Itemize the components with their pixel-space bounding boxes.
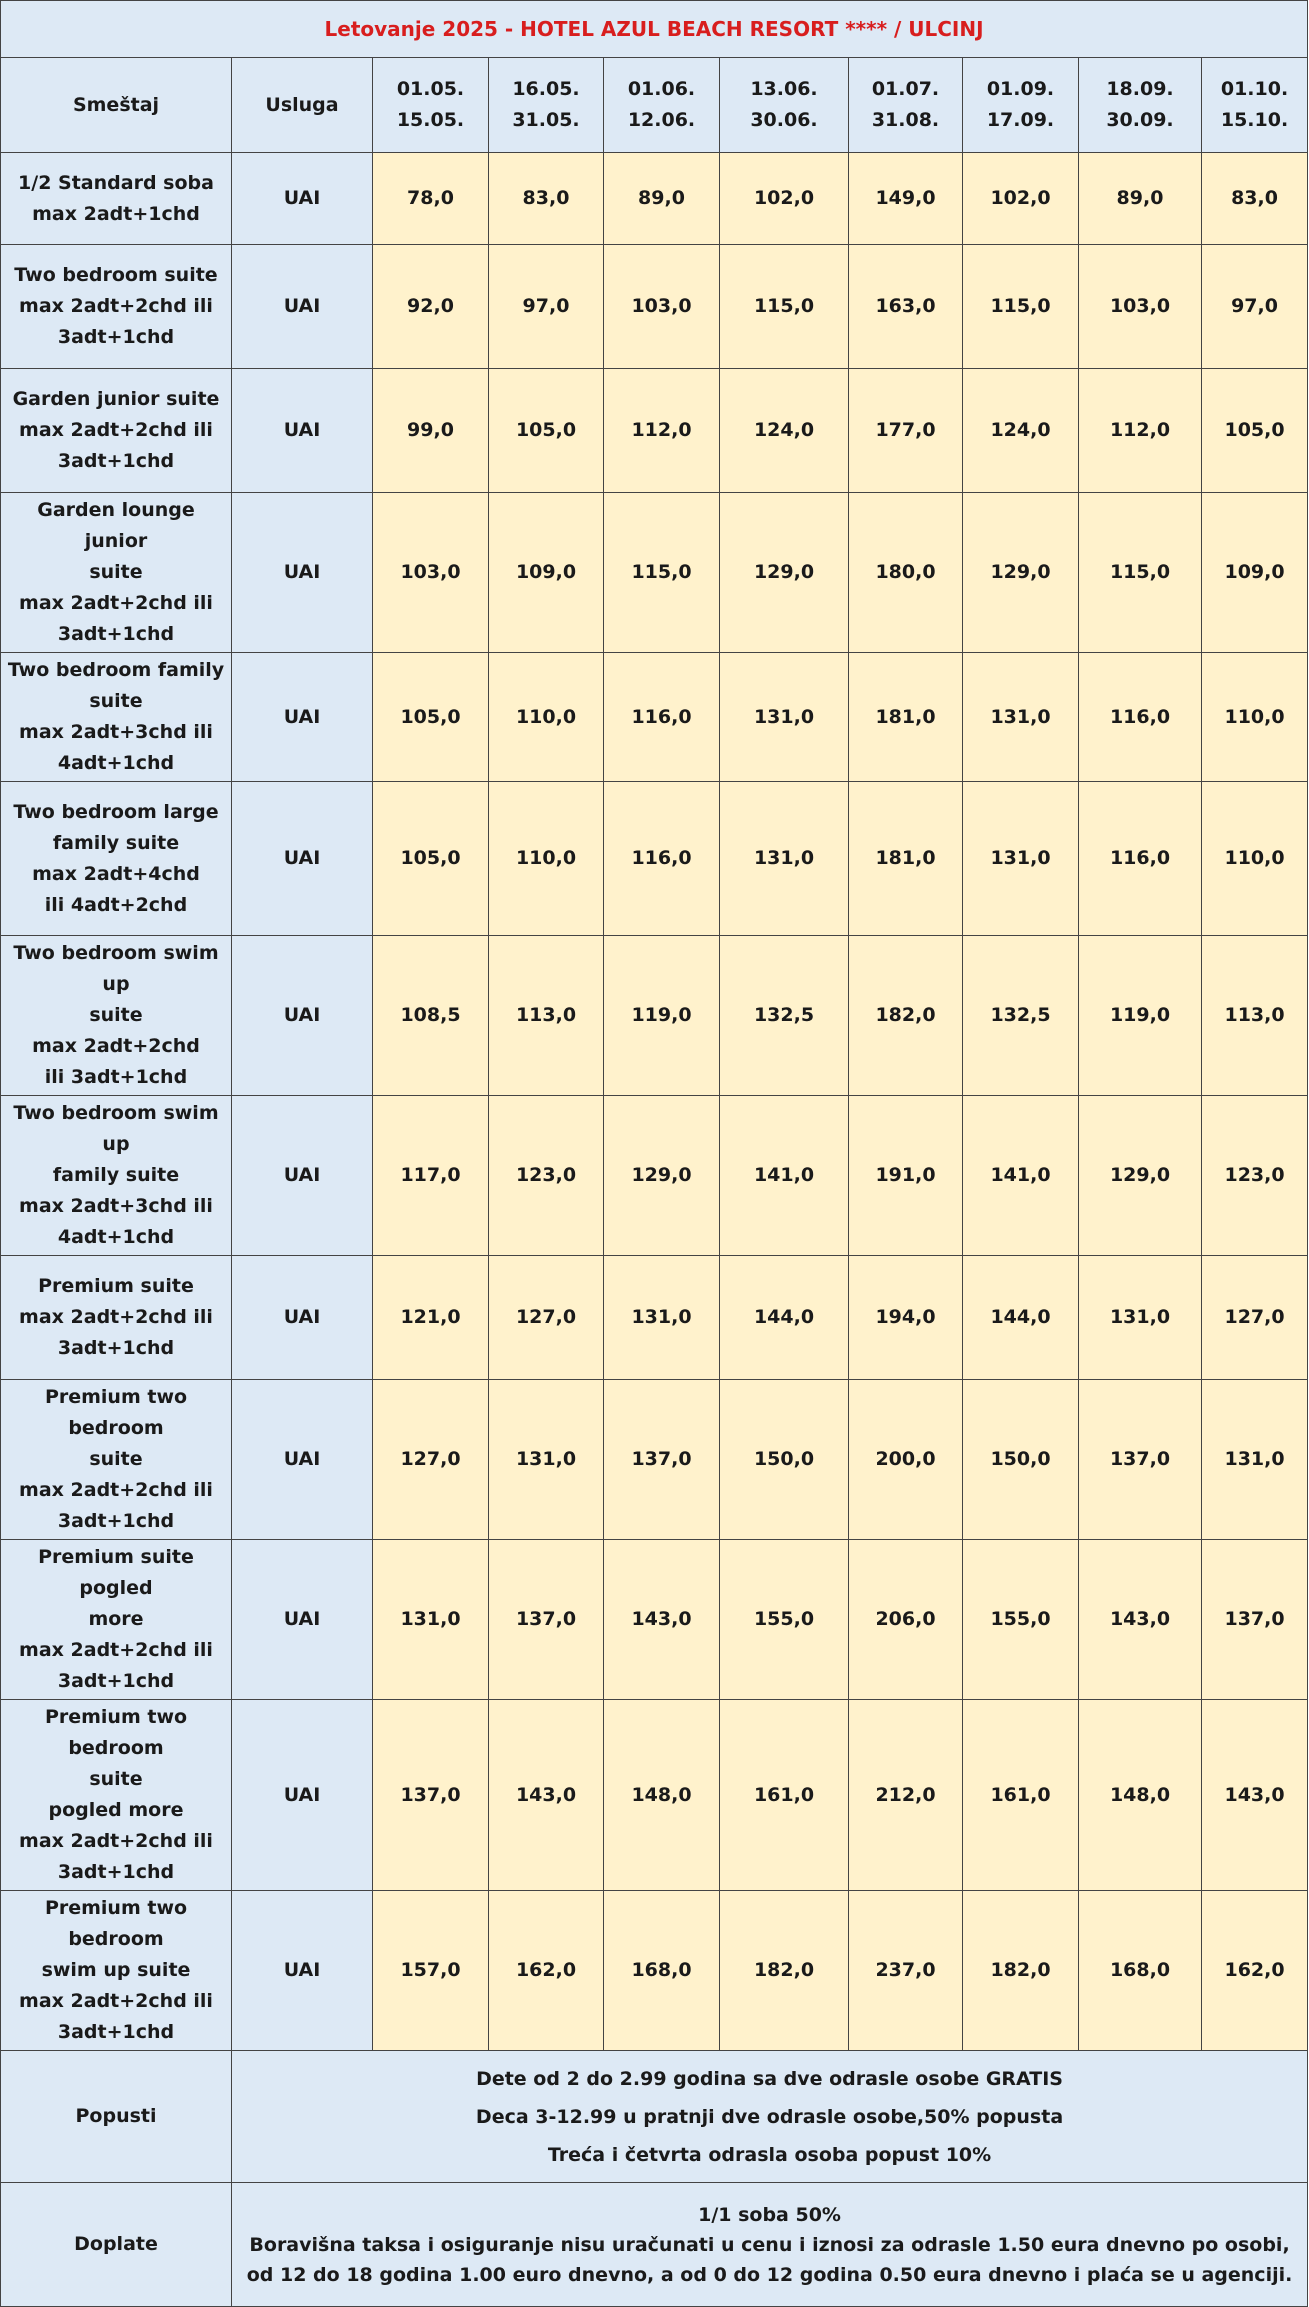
room-type-line: more <box>88 1608 144 1630</box>
surcharges-text <box>232 2183 1308 2307</box>
price-cell: 212,0 <box>849 1700 963 1891</box>
room-type-cell <box>1 493 232 653</box>
room-type-line: family suite <box>52 831 180 854</box>
price-cell: 105,0 <box>1202 369 1308 493</box>
price-cell: 168,0 <box>1079 1891 1202 2051</box>
price-cell: 110,0 <box>1202 653 1308 782</box>
period-from: 16.05. <box>512 78 580 100</box>
price-cell: 127,0 <box>1202 1256 1308 1380</box>
price-cell: 132,5 <box>720 936 849 1096</box>
price-cell: 155,0 <box>963 1540 1079 1700</box>
table-row <box>1 936 1308 1096</box>
price-cell: 157,0 <box>373 1891 489 2051</box>
price-cell: 131,0 <box>963 653 1079 782</box>
price-cell: 105,0 <box>373 653 489 782</box>
discounts-row <box>1 2051 1308 2183</box>
table-row <box>1 1256 1308 1380</box>
price-cell: 119,0 <box>1079 936 1202 1096</box>
period-from: 18.09. <box>1106 78 1174 100</box>
price-cell: 115,0 <box>963 245 1079 369</box>
price-cell: 103,0 <box>373 493 489 653</box>
price-cell: 115,0 <box>1079 493 1202 653</box>
room-type-line: 3adt+1chd <box>57 1337 175 1359</box>
header-usluga: Usluga <box>232 58 373 153</box>
room-type-line: ili 3adt+1chd <box>44 1066 188 1088</box>
page-title: Letovanje 2025 - HOTEL AZUL BEACH RESORT **** / ULCINJ <box>1 1 1308 58</box>
room-type-cell <box>1 369 232 493</box>
price-cell: 137,0 <box>1202 1540 1308 1700</box>
room-type-cell <box>1 245 232 369</box>
surcharge-line: 1/1 soba 50% <box>698 2203 841 2226</box>
room-type-cell <box>1 936 232 1096</box>
period-to: 17.09. <box>986 109 1055 131</box>
header-period <box>1079 58 1202 153</box>
price-cell: 89,0 <box>604 153 720 245</box>
price-cell: 110,0 <box>1202 782 1308 936</box>
room-type-line: max 2adt+1chd <box>32 202 200 225</box>
price-cell: 113,0 <box>489 936 604 1096</box>
room-type-cell <box>1 1700 232 1891</box>
service-cell: UAI <box>232 936 373 1096</box>
price-cell: 102,0 <box>720 153 849 245</box>
room-type-line: Premium two bedroom <box>44 1706 188 1759</box>
header-period <box>849 58 963 153</box>
discounts-text <box>232 2051 1308 2183</box>
price-cell: 182,0 <box>720 1891 849 2051</box>
table-row <box>1 1096 1308 1256</box>
price-cell: 181,0 <box>849 653 963 782</box>
room-type-line: Two bedroom large <box>13 800 219 823</box>
room-type-line: pogled more <box>48 1799 184 1821</box>
room-type-line: ili 4adt+2chd <box>44 893 188 916</box>
room-type-line: Premium two bedroom <box>44 1386 188 1439</box>
price-cell: 92,0 <box>373 245 489 369</box>
service-cell: UAI <box>232 1540 373 1700</box>
price-cell: 182,0 <box>963 1891 1079 2051</box>
price-cell: 137,0 <box>489 1540 604 1700</box>
price-cell: 131,0 <box>720 653 849 782</box>
price-cell: 121,0 <box>373 1256 489 1380</box>
service-cell: UAI <box>232 1891 373 2051</box>
header-period <box>604 58 720 153</box>
period-to: 31.08. <box>871 109 940 131</box>
price-cell: 103,0 <box>1079 245 1202 369</box>
price-cell: 119,0 <box>604 936 720 1096</box>
price-cell: 116,0 <box>604 653 720 782</box>
price-cell: 149,0 <box>849 153 963 245</box>
price-cell: 116,0 <box>1079 653 1202 782</box>
header-smestaj: Smeštaj <box>1 58 232 153</box>
header-period <box>489 58 604 153</box>
room-type-line: suite <box>89 1768 143 1790</box>
service-cell: UAI <box>232 653 373 782</box>
price-cell: 78,0 <box>373 153 489 245</box>
price-cell: 116,0 <box>604 782 720 936</box>
room-type-cell <box>1 782 232 936</box>
price-cell: 143,0 <box>604 1540 720 1700</box>
price-cell: 150,0 <box>720 1380 849 1540</box>
price-cell: 129,0 <box>1079 1096 1202 1256</box>
period-from: 01.06. <box>627 78 696 100</box>
price-cell: 89,0 <box>1079 153 1202 245</box>
room-type-line: 3adt+1chd <box>57 450 175 472</box>
price-cell: 237,0 <box>849 1891 963 2051</box>
room-type-cell <box>1 1891 232 2051</box>
header-period <box>373 58 489 153</box>
price-cell: 113,0 <box>1202 936 1308 1096</box>
price-cell: 143,0 <box>489 1700 604 1891</box>
price-cell: 131,0 <box>604 1256 720 1380</box>
room-type-line: Premium two bedroom <box>44 1897 188 1950</box>
price-cell: 181,0 <box>849 782 963 936</box>
price-cell: 191,0 <box>849 1096 963 1256</box>
price-cell: 137,0 <box>604 1380 720 1540</box>
price-cell: 131,0 <box>1079 1256 1202 1380</box>
table-row <box>1 653 1308 782</box>
price-cell: 110,0 <box>489 653 604 782</box>
price-cell: 182,0 <box>849 936 963 1096</box>
room-type-line: max 2adt+2chd ili <box>19 295 213 317</box>
table-row <box>1 1891 1308 2051</box>
table-row <box>1 1700 1308 1891</box>
room-type-line: max 2adt+3chd ili <box>19 721 213 743</box>
price-cell: 83,0 <box>489 153 604 245</box>
period-from: 01.05. <box>396 78 465 100</box>
price-cell: 105,0 <box>373 782 489 936</box>
service-cell: UAI <box>232 1096 373 1256</box>
price-cell: 115,0 <box>720 245 849 369</box>
price-cell: 131,0 <box>963 782 1079 936</box>
table-row <box>1 1540 1308 1700</box>
price-cell: 112,0 <box>604 369 720 493</box>
service-cell: UAI <box>232 1380 373 1540</box>
price-cell: 148,0 <box>1079 1700 1202 1891</box>
room-type-line: 4adt+1chd <box>57 1226 175 1248</box>
price-cell: 123,0 <box>489 1096 604 1256</box>
price-cell: 109,0 <box>489 493 604 653</box>
price-cell: 108,5 <box>373 936 489 1096</box>
price-cell: 124,0 <box>963 369 1079 493</box>
room-type-cell <box>1 1256 232 1380</box>
table-row <box>1 1380 1308 1540</box>
room-type-line: Premium suite pogled <box>38 1546 194 1599</box>
price-cell: 143,0 <box>1202 1700 1308 1891</box>
price-cell: 162,0 <box>1202 1891 1308 2051</box>
price-cell: 127,0 <box>489 1256 604 1380</box>
room-type-line: 4adt+1chd <box>57 752 175 774</box>
room-type-line: Garden junior suite <box>12 388 220 410</box>
price-cell: 150,0 <box>963 1380 1079 1540</box>
period-to: 15.10. <box>1220 109 1289 131</box>
price-cell: 103,0 <box>604 245 720 369</box>
room-type-cell <box>1 1380 232 1540</box>
period-to: 30.09. <box>1106 109 1174 131</box>
period-from: 01.09. <box>986 78 1055 100</box>
room-type-line: max 2adt+2chd ili <box>19 419 213 441</box>
price-cell: 127,0 <box>373 1380 489 1540</box>
price-cell: 206,0 <box>849 1540 963 1700</box>
room-type-line: 3adt+1chd <box>57 1670 175 1692</box>
header-period <box>720 58 849 153</box>
room-type-line: 3adt+1chd <box>57 1510 175 1532</box>
price-cell: 180,0 <box>849 493 963 653</box>
room-type-line: max 2adt+2chd ili <box>19 592 213 614</box>
surcharges-row <box>1 2183 1308 2307</box>
price-cell: 137,0 <box>1079 1380 1202 1540</box>
price-cell: 132,5 <box>963 936 1079 1096</box>
header-row <box>1 58 1308 153</box>
room-type-line: max 2adt+2chd ili <box>19 1639 213 1661</box>
price-cell: 112,0 <box>1079 369 1202 493</box>
price-cell: 131,0 <box>489 1380 604 1540</box>
price-cell: 131,0 <box>1202 1380 1308 1540</box>
price-cell: 144,0 <box>963 1256 1079 1380</box>
price-cell: 97,0 <box>489 245 604 369</box>
price-cell: 131,0 <box>720 782 849 936</box>
service-cell: UAI <box>232 369 373 493</box>
price-cell: 110,0 <box>489 782 604 936</box>
period-from: 13.06. <box>750 78 818 100</box>
room-type-line: max 2adt+2chd ili <box>19 1479 213 1501</box>
price-cell: 102,0 <box>963 153 1079 245</box>
room-type-line: 3adt+1chd <box>57 623 175 645</box>
room-type-line: family suite <box>52 1164 180 1186</box>
period-from: 01.10. <box>1220 78 1289 100</box>
header-period <box>963 58 1079 153</box>
room-type-cell <box>1 1540 232 1700</box>
room-type-line: max 2adt+2chd ili <box>19 1830 213 1852</box>
period-to: 30.06. <box>750 109 818 131</box>
price-cell: 141,0 <box>963 1096 1079 1256</box>
room-type-line: swim up suite <box>41 1959 191 1981</box>
price-cell: 155,0 <box>720 1540 849 1700</box>
service-cell: UAI <box>232 782 373 936</box>
table-row <box>1 782 1308 936</box>
price-cell: 168,0 <box>604 1891 720 2051</box>
price-cell: 194,0 <box>849 1256 963 1380</box>
price-cell: 97,0 <box>1202 245 1308 369</box>
room-type-line: max 2adt+2chd ili <box>19 1306 213 1328</box>
price-cell: 144,0 <box>720 1256 849 1380</box>
room-type-line: max 2adt+2chd ili <box>19 1990 213 2012</box>
room-type-cell <box>1 1096 232 1256</box>
price-cell: 124,0 <box>720 369 849 493</box>
room-type-line: 3adt+1chd <box>57 2021 175 2043</box>
period-from: 01.07. <box>871 78 940 100</box>
price-cell: 137,0 <box>373 1700 489 1891</box>
price-cell: 83,0 <box>1202 153 1308 245</box>
table-row <box>1 369 1308 493</box>
room-type-line: Garden lounge junior <box>37 499 195 552</box>
price-cell: 148,0 <box>604 1700 720 1891</box>
price-cell: 123,0 <box>1202 1096 1308 1256</box>
price-cell: 143,0 <box>1079 1540 1202 1700</box>
price-cell: 162,0 <box>489 1891 604 2051</box>
service-cell: UAI <box>232 493 373 653</box>
service-cell: UAI <box>232 1256 373 1380</box>
surcharge-line: Boravišna taksa i osiguranje nisu uračunati u cenu i iznosi za odrasle 1.50 eura dnevno po osobi, od 12 do 18 godina 1.00 euro dnevno, a od 0 do 12 godina 0.50 eura dnevno i plaća se u agenciji. <box>246 2233 1293 2286</box>
price-cell: 99,0 <box>373 369 489 493</box>
discounts-label: Popusti <box>1 2051 232 2183</box>
room-type-line: Two bedroom swim up <box>13 942 219 995</box>
discount-line: Treća i četvrta odrasla osoba popust 10% <box>547 2143 992 2166</box>
header-period <box>1202 58 1308 153</box>
period-to: 12.06. <box>627 109 696 131</box>
price-cell: 163,0 <box>849 245 963 369</box>
price-cell: 117,0 <box>373 1096 489 1256</box>
room-type-line: suite <box>89 1448 143 1470</box>
service-cell: UAI <box>232 1700 373 1891</box>
room-type-line: Two bedroom family suite <box>7 659 225 712</box>
price-cell: 109,0 <box>1202 493 1308 653</box>
price-cell: 177,0 <box>849 369 963 493</box>
price-cell: 200,0 <box>849 1380 963 1540</box>
room-type-line: Two bedroom suite <box>14 264 218 286</box>
room-type-cell <box>1 153 232 245</box>
table-row <box>1 493 1308 653</box>
price-cell: 131,0 <box>373 1540 489 1700</box>
price-cell: 141,0 <box>720 1096 849 1256</box>
price-cell: 129,0 <box>604 1096 720 1256</box>
price-cell: 129,0 <box>720 493 849 653</box>
service-cell: UAI <box>232 153 373 245</box>
room-type-line: 3adt+1chd <box>57 326 175 348</box>
discount-line: Deca 3-12.99 u pratnji dve odrasle osobe,50% popusta <box>475 2105 1064 2128</box>
price-cell: 161,0 <box>963 1700 1079 1891</box>
room-type-line: 3adt+1chd <box>57 1861 175 1883</box>
table-row <box>1 245 1308 369</box>
price-cell: 105,0 <box>489 369 604 493</box>
period-to: 31.05. <box>512 109 580 131</box>
room-type-line: suite <box>89 561 143 583</box>
period-to: 15.05. <box>396 109 465 131</box>
service-cell: UAI <box>232 245 373 369</box>
price-cell: 161,0 <box>720 1700 849 1891</box>
room-type-line: suite <box>89 1004 143 1026</box>
room-type-cell <box>1 653 232 782</box>
surcharges-label: Doplate <box>1 2183 232 2307</box>
price-cell: 116,0 <box>1079 782 1202 936</box>
table-row <box>1 153 1308 245</box>
room-type-line: Premium suite <box>38 1275 194 1297</box>
discount-line: Dete od 2 do 2.99 godina sa dve odrasle osobe GRATIS <box>476 2067 1063 2090</box>
room-type-line: max 2adt+2chd <box>32 1035 200 1057</box>
price-cell: 129,0 <box>963 493 1079 653</box>
room-type-line: Two bedroom swim up <box>13 1102 219 1155</box>
room-type-line: max 2adt+3chd ili <box>19 1195 213 1217</box>
room-type-line: max 2adt+4chd <box>32 862 200 885</box>
room-type-line: 1/2 Standard soba <box>18 171 214 194</box>
price-cell: 115,0 <box>604 493 720 653</box>
